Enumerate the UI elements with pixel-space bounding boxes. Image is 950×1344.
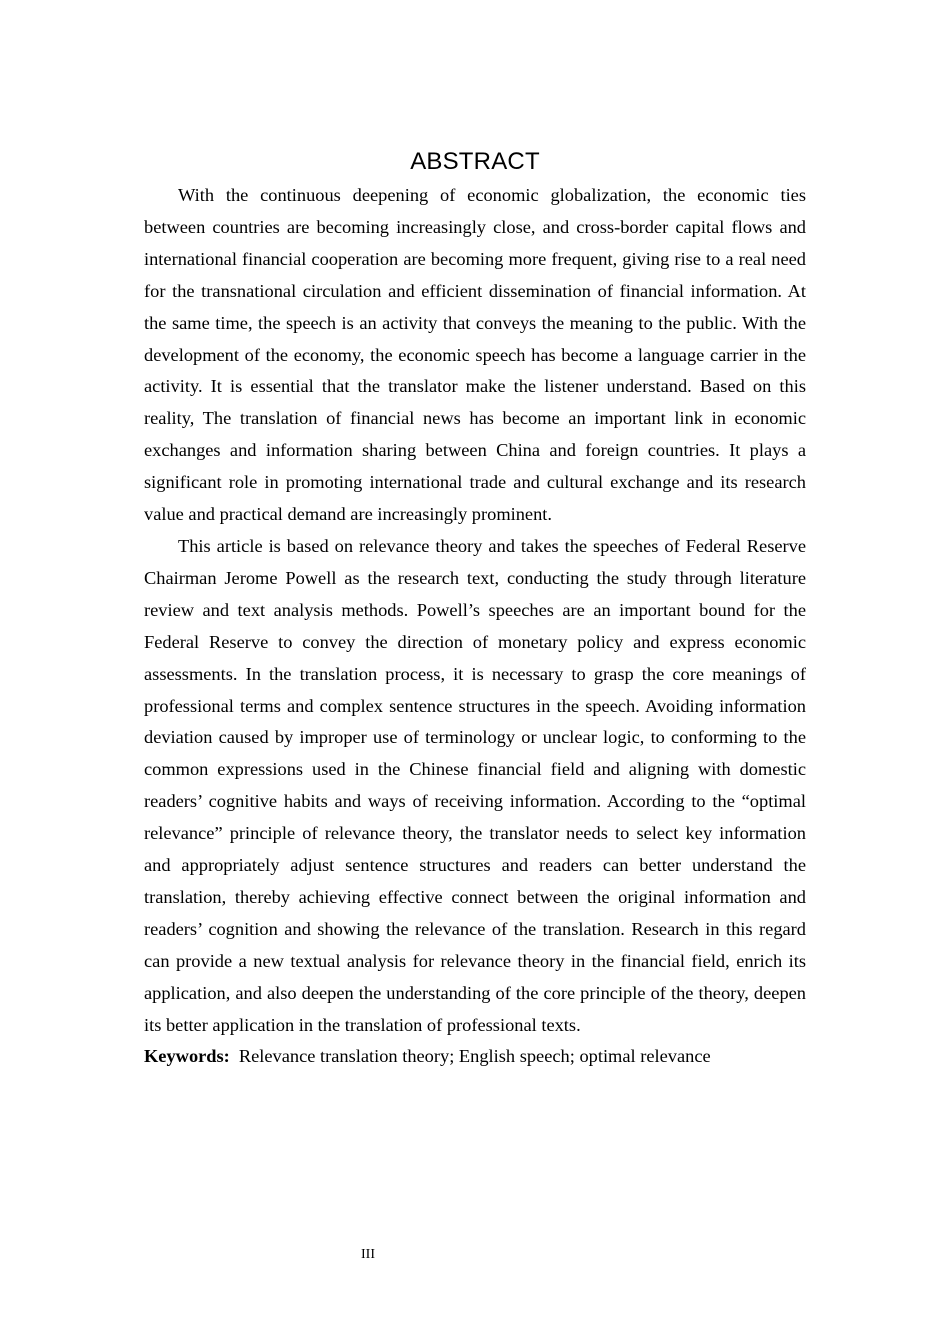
abstract-body: [144, 180, 806, 1073]
abstract-heading: ABSTRACT: [410, 148, 540, 175]
abstract-paragraph-2: This article is based on relevance theory and takes the speeches of Federal Reserve Chairman Jerome Powell as the research text, conducting the study through literature review and text analysis methods. Powell’s speeches are an important bound for the Federal Reserve to convey the direction of monetary policy and express economic assessments. In the translation process, it is necessary to grasp the core meanings of professional terms and complex sentence structures in the speech. Avoiding information deviation caused by improper use of terminology or unclear logic, to conforming to the common expressions used in the Chinese financial field and aligning with domestic readers’ cognitive habits and ways of receiving information. According to the “optimal relevance” principle of relevance theory, the translator needs to select key information and appropriately adjust sentence structures and readers can better understand the translation, thereby achieving effective connect between the original information and readers’ cognition and showing the relevance of the translation. Research in this regard can provide a new textual analysis for relevance theory in the financial field, enrich its application, and also deepen the understanding of the core principle of the theory, deepen its better application in the translation of professional texts.: [144, 535, 806, 1035]
abstract-paragraph-1: With the continuous deepening of economic globalization, the economic ties between countries are becoming increasingly close, and cross-border capital flows and international financial cooperation are becoming more frequent, giving rise to a real need for the transnational circulation and efficient dissemination of financial information. At the same time, the speech is an activity that conveys the meaning to the public. With the development of the economy, the economic speech has become a language carrier in the activity. It is essential that the translator make the listener understand. Based on this reality, The translation of financial news has become an important link in economic exchanges and information sharing between China and foreign countries. It plays a significant role in promoting international trade and cultural exchange and its research value and practical demand are increasingly prominent.: [144, 185, 806, 525]
keywords-line: [144, 1041, 806, 1073]
keywords-value: Relevance translation theory; English speech; optimal relevance: [238, 1046, 711, 1067]
keywords-label: Keywords:: [144, 1046, 230, 1067]
page-number: III: [361, 1247, 375, 1262]
